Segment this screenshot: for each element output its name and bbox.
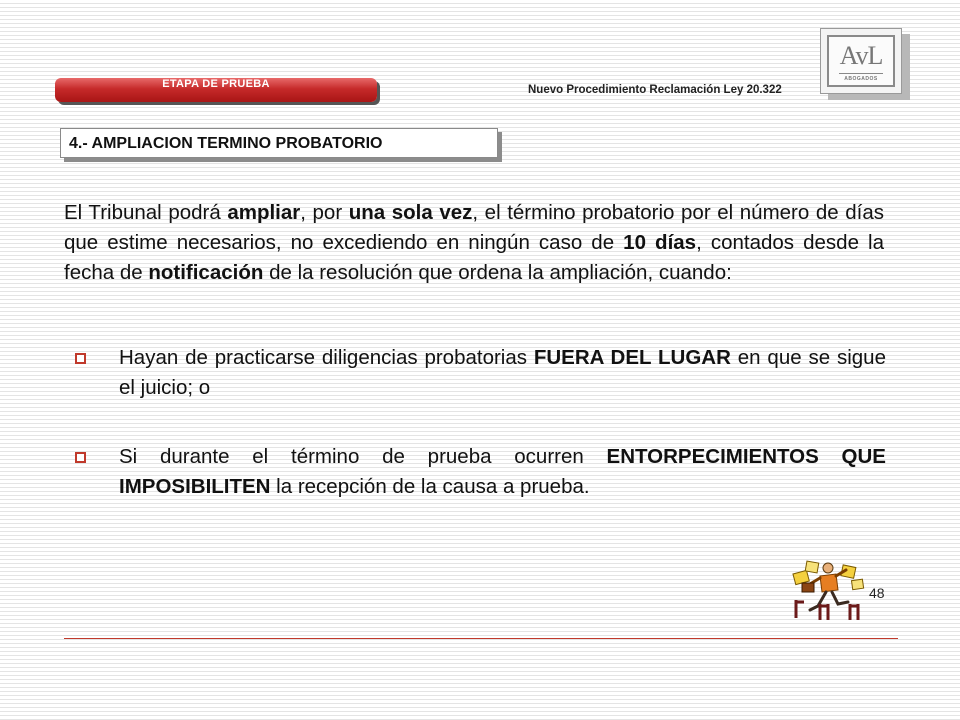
list-item-text [119, 343, 886, 403]
list-item-text-1: Si durante el término de prueba ocurren [119, 445, 607, 468]
hollow-square-bullet-icon [75, 452, 86, 463]
paragraph-text-3: , el término probatorio por el número de días que estime necesarios, no excediendo en ningún caso de [64, 201, 884, 254]
footer-divider [64, 638, 898, 639]
list-item [64, 442, 886, 502]
company-logo [820, 28, 912, 100]
paragraph-text-2: , por [300, 201, 349, 224]
paragraph-text-5: de la resolución que ordena la ampliación, cuando: [263, 261, 732, 284]
hollow-square-bullet-icon [75, 353, 86, 364]
paragraph-text-4: , contados desde la fecha de [64, 231, 884, 284]
section-heading-box [60, 128, 498, 158]
paragraph-text-1: El Tribunal podrá [64, 201, 228, 224]
list-item-text-1: Hayan de practicarse diligencias probatorias [119, 346, 534, 369]
paragraph-emphasis-3: 10 días [623, 231, 697, 254]
logo-subtitle: ABOGADOS [844, 76, 878, 82]
running-man-with-papers-icon [790, 558, 868, 620]
logo-frame [820, 28, 902, 94]
list-item [64, 343, 886, 403]
section-tag [55, 78, 377, 102]
logo-text: AvL [839, 41, 883, 70]
body-paragraph [64, 198, 884, 288]
section-heading: 4.- AMPLIACION TERMINO PROBATORIO [69, 135, 383, 152]
paragraph-emphasis-1: ampliar [227, 201, 301, 224]
section-tag-label: ETAPA DE PRUEBA [162, 78, 270, 90]
paragraph-emphasis-2: una sola vez [348, 201, 473, 224]
page-number: 48 [869, 585, 885, 601]
list-item-text-2: la recepción de la causa a prueba. [270, 475, 590, 498]
logo-inner-frame [827, 35, 895, 87]
logo-rule [839, 73, 883, 74]
list-item-text [119, 442, 886, 502]
paragraph-emphasis-4: notificación [148, 261, 264, 284]
header-title: Nuevo Procedimiento Reclamación Ley 20.322 [528, 84, 782, 96]
list-item-emphasis: FUERA DEL LUGAR [533, 346, 731, 369]
list-item-emphasis: ENTORPECIMIENTOS QUE IMPOSIBILITEN [119, 445, 886, 498]
list-item-text-2: en que se sigue el juicio; o [119, 346, 886, 399]
